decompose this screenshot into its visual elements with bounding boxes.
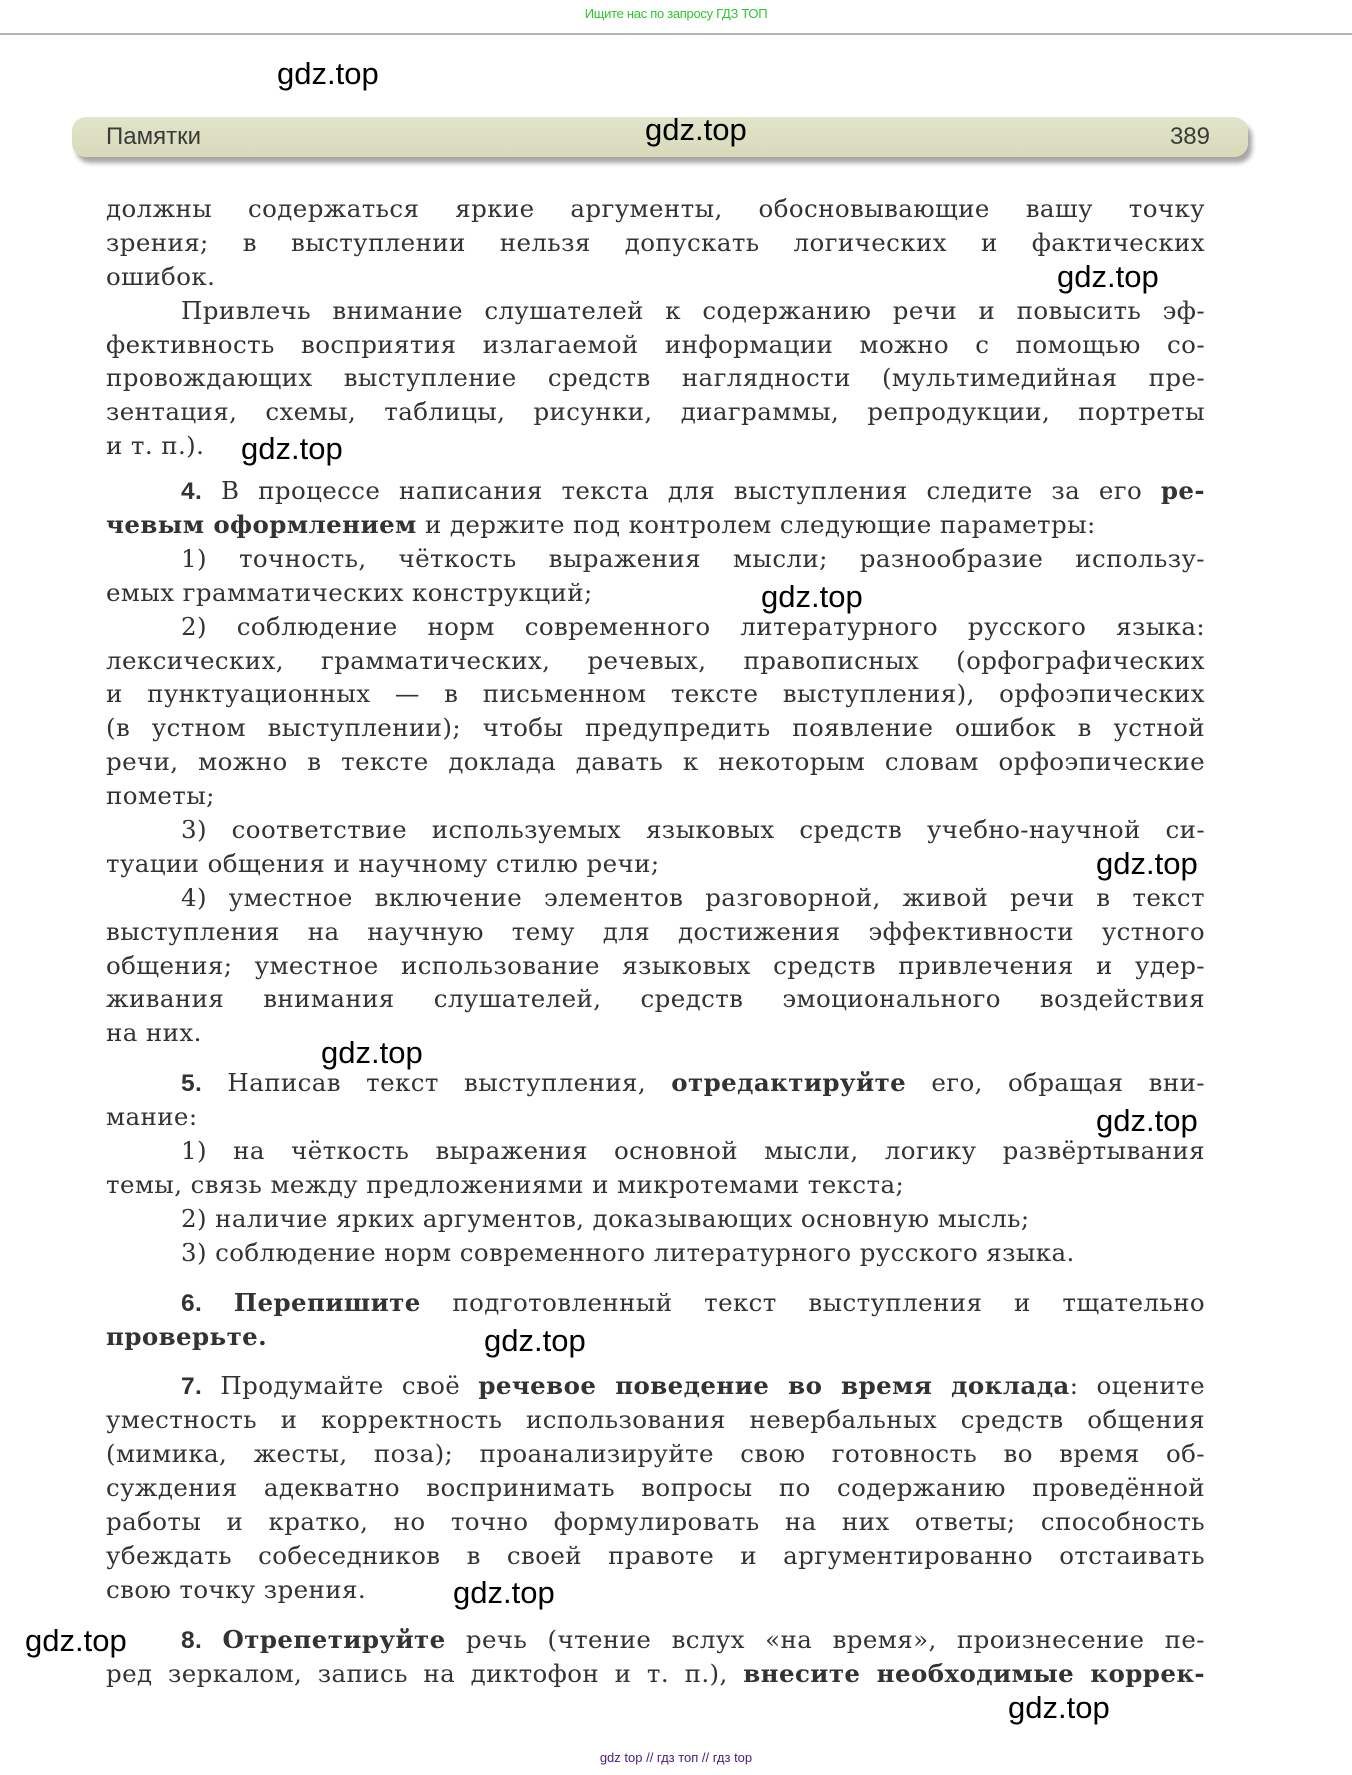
text-line: [106, 949, 1205, 983]
text: мание:: [106, 1102, 198, 1132]
text-line: [106, 260, 1205, 294]
text: пометы;: [106, 781, 215, 811]
text: 1) на чёткость выражения основной мысли, логику развёртывания: [181, 1136, 1205, 1166]
watermark: gdz.top: [1057, 259, 1159, 294]
bold-text: Перепишите: [233, 1287, 421, 1317]
item-number: 7.: [181, 1373, 203, 1401]
text: суждения адекватно воспринимать вопросы по содержанию проведённой: [106, 1473, 1205, 1503]
search-hint: Ищите нас по запросу ГДЗ ТОП: [584, 6, 768, 21]
text-line: [106, 474, 1205, 508]
text-line: [106, 1471, 1205, 1505]
watermark: gdz.top: [321, 1035, 423, 1070]
footer-links: gdz top // гдз топ // гдз top: [599, 1750, 753, 1765]
page-body-text: [106, 192, 1205, 1690]
bold-text: проверьте.: [106, 1321, 268, 1351]
paragraph: [106, 610, 1205, 813]
text: темы, связь между предложениями и микротемами текста;: [106, 1169, 905, 1199]
paragraph: [106, 1236, 1205, 1270]
text-line: [106, 644, 1205, 678]
text: работы и кратко, но точно формулировать на них ответы; способность: [106, 1506, 1205, 1536]
text: речь (чтение вслух «на время», произнесение пе-: [445, 1624, 1205, 1654]
bold-text: ре-: [1160, 476, 1205, 506]
text: речи, можно в тексте доклада давать к некоторым словам орфоэпические: [106, 747, 1205, 777]
text: и пунктуационных — в письменном тексте выступления), орфоэпических: [106, 679, 1205, 709]
text-line: [106, 610, 1205, 644]
text: Продумайте своё: [202, 1371, 479, 1401]
text-line: [106, 576, 1205, 614]
paragraph: [106, 1286, 1205, 1358]
text: 2) соблюдение норм современного литературного русского языка:: [181, 611, 1205, 641]
text: Привлечь внимание слушателей к содержанию речи и повысить эф-: [181, 295, 1205, 325]
text-line: [106, 677, 1205, 711]
text-line: [106, 779, 1205, 813]
text: и держите под контролем следующие параметры:: [416, 510, 1096, 540]
text: 1) точность, чёткость выражения мысли; разнообразие использу-: [181, 543, 1205, 573]
text: зентация, схемы, таблицы, рисунки, диаграммы, репродукции, портреты: [106, 397, 1205, 427]
paragraph: [106, 881, 1205, 1050]
text-line: [106, 1369, 1205, 1403]
bold-text: отредактируйте: [671, 1068, 907, 1098]
text: [202, 1625, 222, 1654]
paragraph: [106, 192, 1205, 294]
text: ред зеркалом, запись на диктофон и т. п.),: [106, 1658, 744, 1688]
text-line: [106, 395, 1205, 429]
item-number: 4.: [181, 478, 203, 506]
text-line: [106, 813, 1205, 847]
text: выступления на научную тему для достижения эффективности устного: [106, 916, 1205, 946]
bold-text: чевым оформлением: [106, 510, 417, 540]
watermark: gdz.top: [1008, 1690, 1110, 1725]
paragraph: [106, 1202, 1205, 1236]
text-line: [106, 1437, 1205, 1471]
text: лексических, грамматических, речевых, правописных (орфографических: [106, 645, 1205, 675]
text: 3) соответствие используемых языковых средств учебно-научной си-: [181, 815, 1205, 845]
watermark: gdz.top: [241, 431, 343, 466]
text: фективность восприятия излагаемой информации можно с помощью со-: [106, 329, 1205, 359]
text: : оцените: [1069, 1371, 1206, 1401]
text: уместность и корректность использования невербальных средств общения: [106, 1405, 1205, 1435]
text-line: [106, 847, 1205, 881]
text-line: [106, 361, 1205, 395]
text: ошибок.: [106, 261, 216, 291]
bold-text: Отрепетируйте: [222, 1624, 446, 1654]
text-line: [106, 1168, 1205, 1202]
text: общения; уместное использование языковых средств привлечения и удер-: [106, 950, 1205, 980]
paragraph: [106, 1066, 1205, 1138]
text-line: [106, 508, 1205, 542]
paragraph: [106, 813, 1205, 881]
section-title: Памятки: [106, 123, 201, 150]
watermark: gdz.top: [761, 579, 863, 614]
text-line: [106, 328, 1205, 362]
text: должны содержаться яркие аргументы, обосновывающие вашу точку: [106, 194, 1205, 223]
text-line: [106, 1066, 1205, 1100]
text: 3) соблюдение норм современного литературного русского языка.: [181, 1237, 1075, 1267]
text: 2) наличие ярких аргументов, доказывающих основную мысль;: [181, 1203, 1030, 1233]
text: свою точку зрения.: [106, 1574, 367, 1604]
text: живания внимания слушателей, средств эмоционального воздействия: [106, 984, 1205, 1014]
text: емых грамматических конструкций;: [106, 577, 593, 607]
text-line: [106, 1539, 1205, 1573]
watermark: gdz.top: [25, 1623, 127, 1658]
text-line: [106, 915, 1205, 949]
text: В процессе написания текста для выступления следите за его: [202, 476, 1161, 506]
paragraph: [106, 1134, 1205, 1202]
bold-text: речевое поведение во время доклада: [478, 1371, 1070, 1401]
text-line: [106, 711, 1205, 745]
paragraph: [106, 1369, 1206, 1610]
text-line: [106, 1505, 1205, 1539]
text-line: [106, 745, 1205, 779]
paragraph: [106, 542, 1205, 614]
watermark: gdz.top: [1096, 1103, 1198, 1138]
watermark: gdz.top: [1096, 846, 1198, 881]
paragraph: [106, 1623, 1205, 1691]
text: и т. п.).: [106, 431, 205, 461]
text: подготовленный текст выступления и тщательно: [420, 1287, 1205, 1317]
text-line: [106, 1100, 1205, 1138]
text: (мимика, жесты, поза); проанализируйте свою готовность во время об-: [106, 1439, 1205, 1469]
text-line: [106, 1286, 1205, 1320]
text-line: [106, 192, 1205, 226]
text-line: [106, 982, 1205, 1016]
bold-text: внесите необходимые коррек-: [743, 1658, 1205, 1688]
text-line: [106, 294, 1205, 328]
text-line: [106, 881, 1205, 915]
text: Написав текст выступления,: [202, 1068, 672, 1098]
text: на них.: [106, 1018, 202, 1048]
text-line: [106, 1236, 1205, 1270]
text-line: [106, 1403, 1205, 1437]
page-number: 389: [1169, 123, 1210, 150]
text: (в устном выступлении); чтобы предупредить появление ошибок в устной: [106, 713, 1205, 743]
paragraph: [106, 474, 1205, 542]
text-line: [106, 1623, 1205, 1657]
item-number: 8.: [181, 1626, 203, 1654]
text: его, обращая вни-: [906, 1068, 1205, 1098]
text-line: [106, 226, 1205, 260]
watermark: gdz.top: [277, 56, 379, 91]
text: [202, 1288, 234, 1317]
text: убеждать собеседников в своей правоте и аргументированно отстаивать: [106, 1540, 1205, 1570]
text-line: [106, 1016, 1205, 1050]
item-number: 5.: [181, 1070, 203, 1098]
divider: [0, 33, 1352, 35]
text-line: [106, 1134, 1205, 1168]
text-line: [106, 542, 1205, 576]
text: зрения; в выступлении нельзя допускать логических и фактических: [106, 227, 1205, 257]
text-line: [106, 1202, 1205, 1236]
watermark: gdz.top: [453, 1575, 555, 1610]
item-number: 6.: [181, 1289, 203, 1317]
text-line: [106, 1320, 1205, 1358]
text: туации общения и научному стилю речи;: [106, 848, 660, 878]
text: 4) уместное включение элементов разговорной, живой речи в текст: [181, 882, 1205, 912]
watermark: gdz.top: [645, 112, 747, 147]
text-line: [106, 1657, 1205, 1691]
text-line: [106, 1573, 1205, 1610]
watermark: gdz.top: [484, 1323, 586, 1358]
text: провождающих выступление средств наглядности (мультимедийная пре-: [106, 363, 1205, 393]
